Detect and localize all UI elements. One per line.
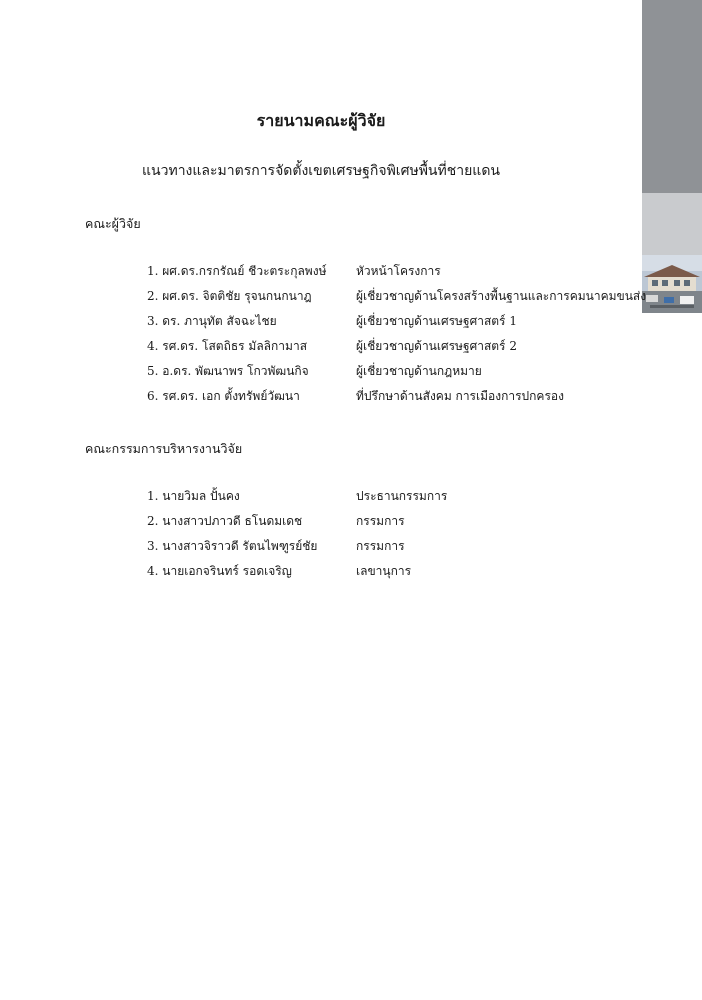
member-role: ผู้เชี่ยวชาญด้านเศรษฐศาสตร์ 2 [356, 339, 517, 353]
member-role: กรรมการ [356, 514, 405, 528]
member-role: ผู้เชี่ยวชาญด้านเศรษฐศาสตร์ 1 [356, 314, 517, 328]
cover-photo-image [642, 255, 702, 313]
member-name: 5. อ.ดร. พัฒนาพร โกวพัฒนกิจ [147, 364, 309, 378]
member-name: 3. นางสาวจิราวดี รัตนไพฑูรย์ชัย [147, 539, 318, 553]
member-role: ประธานกรรมการ [356, 489, 448, 503]
member-role: หัวหน้าโครงการ [356, 264, 441, 278]
member-name: 4. รศ.ดร. โสตถิธร มัลลิกามาส [147, 339, 308, 353]
page-subtitle: แนวทางและมาตรการจัดตั้งเขตเศรษฐกิจพิเศษพื้นที่ชายแดน [142, 163, 500, 179]
member-name: 2. นางสาวปภาวดี ธโนดมเดช [147, 514, 303, 528]
member-name: 6. รศ.ดร. เอก ตั้งทรัพย์วัฒนา [147, 389, 300, 403]
member-role: เลขานุการ [356, 564, 412, 578]
side-band-dark [642, 0, 702, 193]
member-name: 4. นายเอกจรินทร์ รอดเจริญ [147, 564, 292, 578]
member-name: 1. ผศ.ดร.กรกรัณย์ ชีวะตระกุลพงษ์ [147, 264, 327, 278]
member-role: ผู้เชี่ยวชาญด้านโครงสร้างพื้นฐานและการคมนาคมขนส่ง [356, 289, 647, 303]
page-title: รายนามคณะผู้วิจัย [256, 111, 386, 130]
member-role: ที่ปรึกษาด้านสังคม การเมืองการปกครอง [356, 389, 564, 403]
member-role: กรรมการ [356, 539, 405, 553]
member-name: 1. นายวิมล ปั้นคง [147, 489, 240, 503]
section-heading-management-committee: คณะกรรมการบริหารงานวิจัย [85, 441, 243, 456]
section-heading-research-team: คณะผู้วิจัย [85, 216, 141, 231]
side-band-light [642, 193, 702, 313]
member-role: ผู้เชี่ยวชาญด้านกฎหมาย [356, 364, 482, 378]
member-name: 2. ผศ.ดร. จิตติชัย รุจนกนกนาฎ [147, 289, 312, 303]
member-name: 3. ดร. ภานุทัต สัจฉะไชย [147, 314, 277, 328]
